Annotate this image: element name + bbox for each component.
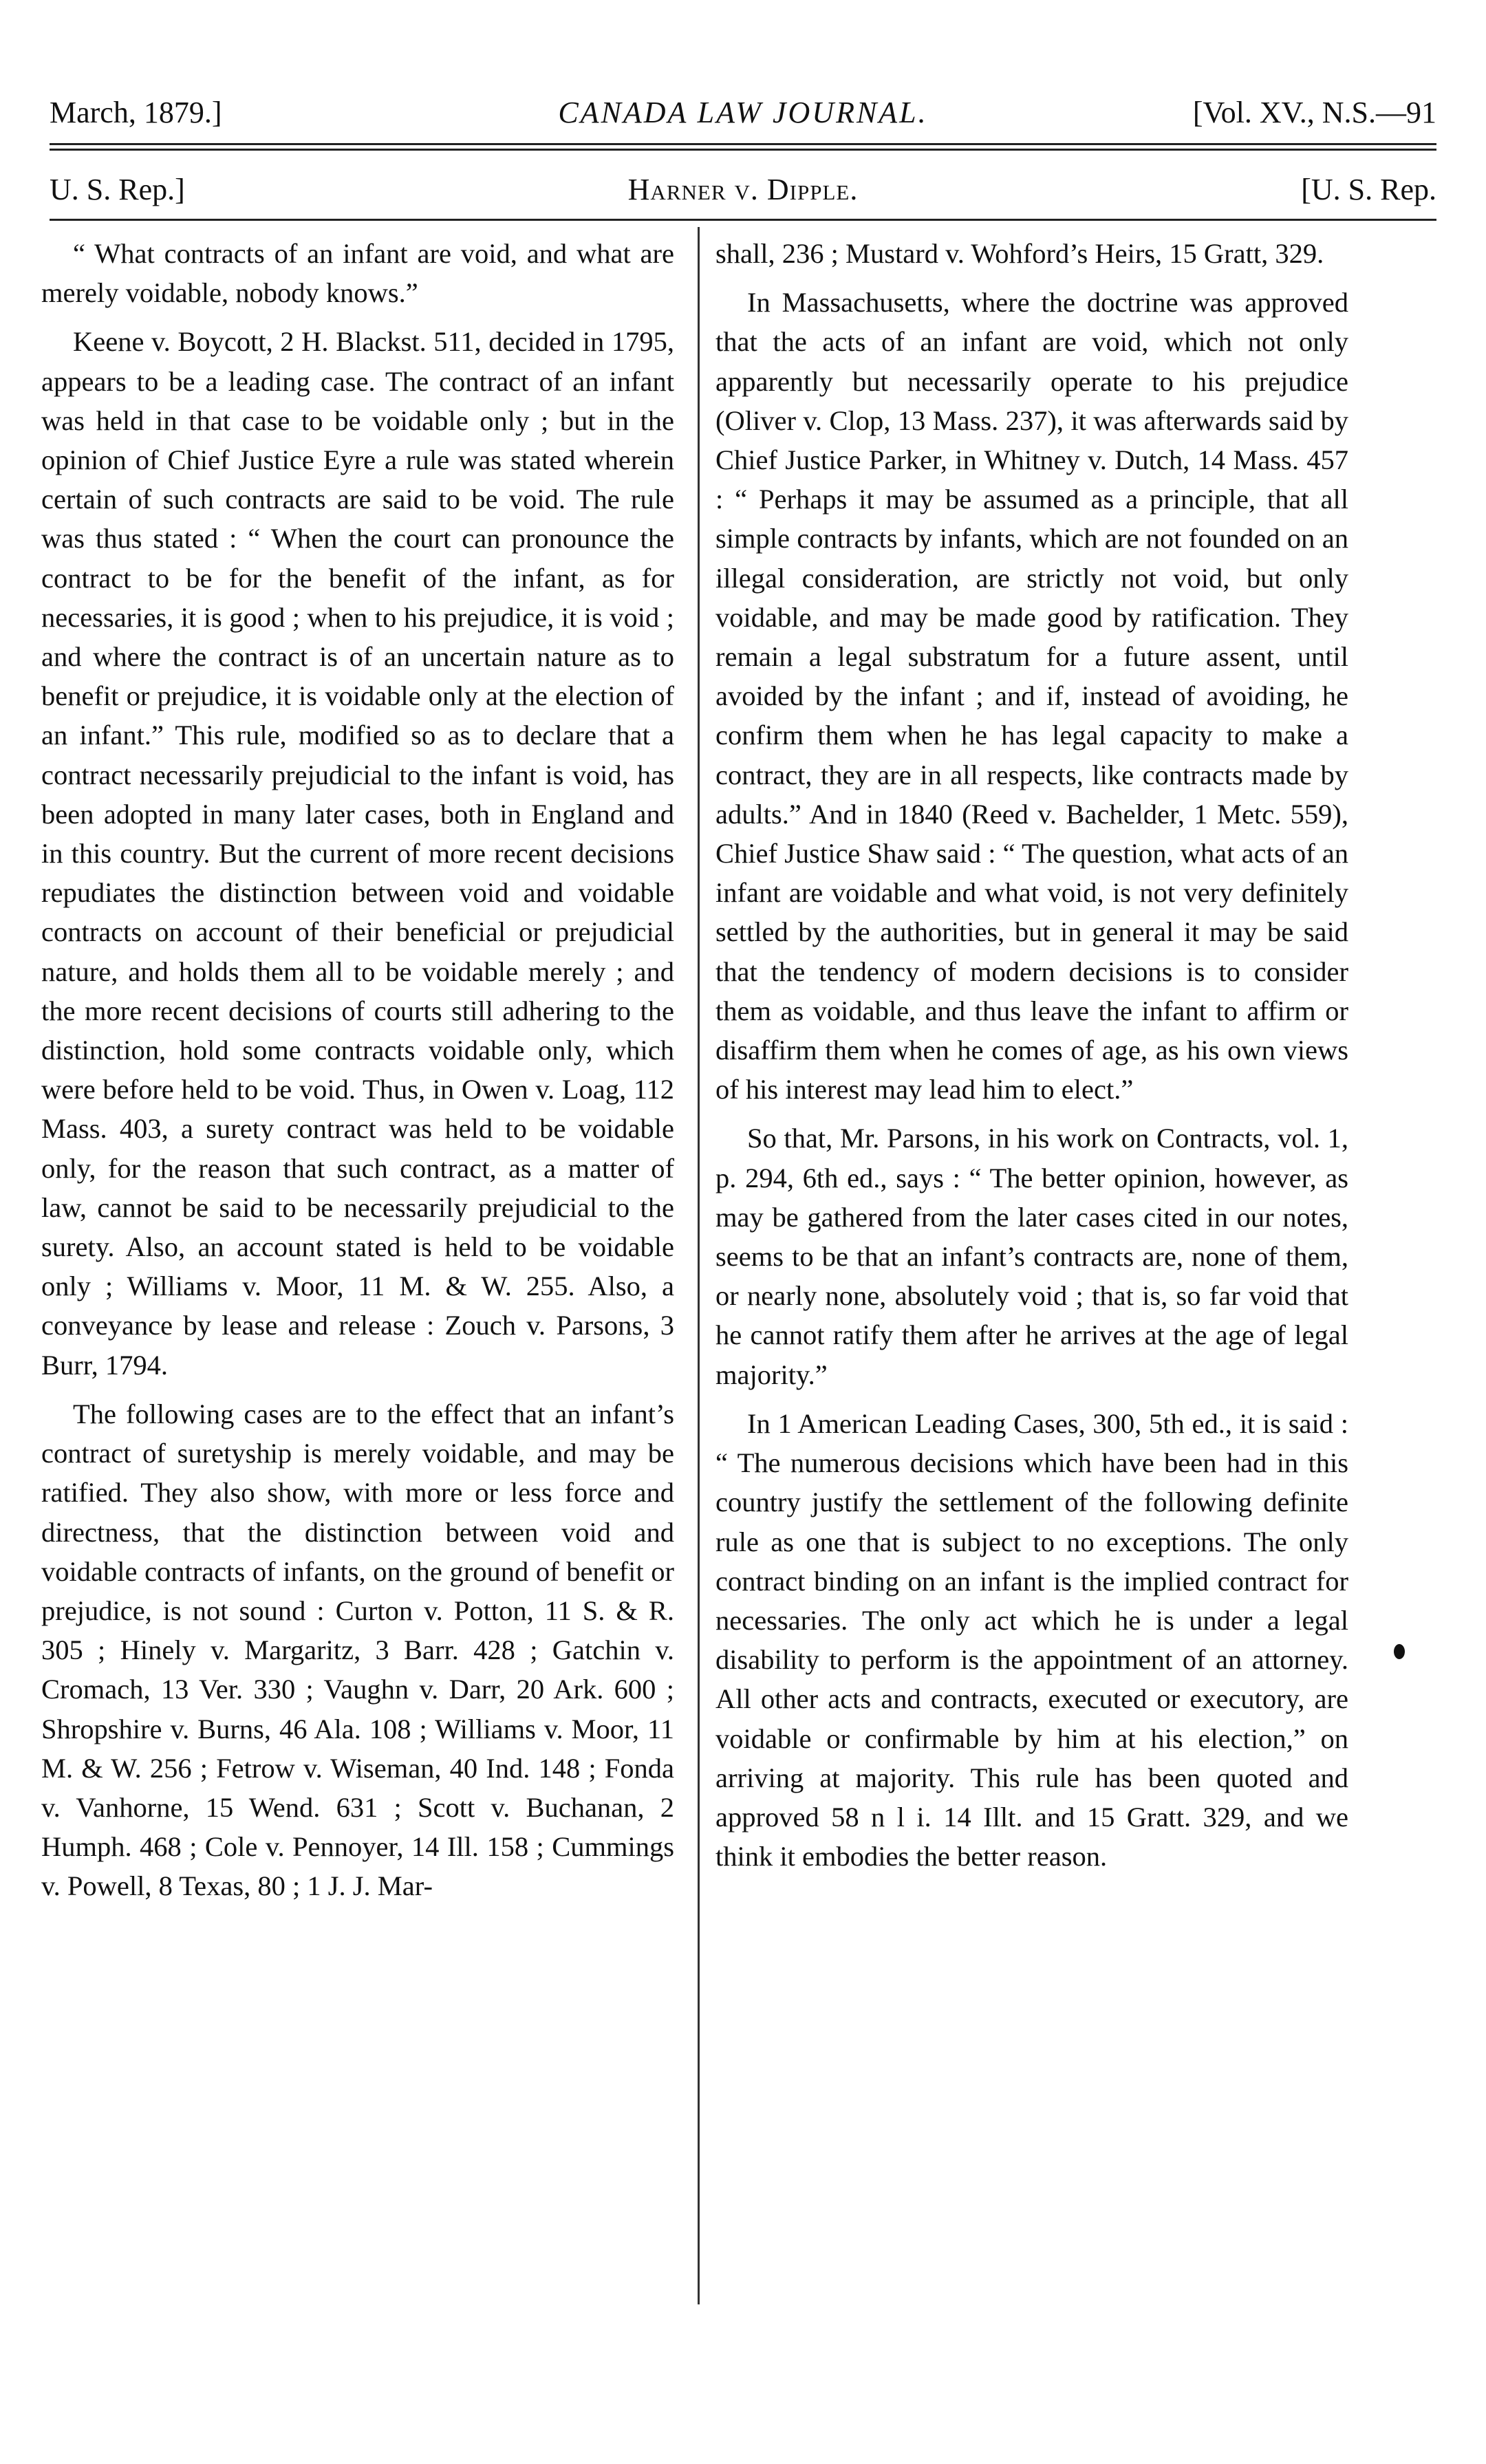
report-right: [U. S. Rep.	[1301, 173, 1436, 206]
header-rule	[50, 143, 1436, 145]
paragraph: In Massachusetts, where the doctrine was approved that the acts of an infant are void, which not only apparently but necessarily operate to his prejudice (Oliver v. Clop, 13 Mass. 237), it was afterwards said by Chief Justice Parker, in Whitney v. Dutch, 14 Mass. 457 : “ Perhaps it may be assumed as a principle, that all simple contracts by infants, which are not founded on an illegal consideration, are strictly not void, but only voidable, and may be made good by ratification. They remain a legal substratum for a future assent, until avoided by the infant ; and if, instead of avoiding, he confirm them when he has legal capacity to make a contract, they are in all respects, like contracts made by adults.” And in 1840 (Reed v. Bachelder, 1 Metc. 559), Chief Justice Shaw said : “ The question, what acts of an infant are voidable and what void, is not very definitely settled by the authorities, but in general it may be said that the tendency of modern decisions is to consider them as voidable, and thus leave the infant to affirm or disaffirm them when he comes of age, as his own views of his interest may lead him to elect.”	[715, 287, 1348, 1105]
header-rule-secondary	[50, 149, 1436, 151]
paragraph: So that, Mr. Parsons, in his work on Contracts, vol. 1, p. 294, 6th ed., says : “ The better opinion, however, as may be gathered from the later cases cited in our notes, seems to be that an infant’s contracts are, none of them, or nearly none, absolutely void ; that is, so far void that he cannot ratify them after he arrives at the age of legal majority.”	[715, 1123, 1348, 1390]
paragraph: The following cases are to the effect that an infant’s contract of suretyship is merely voidable, and may be ratified. They also show, with more or less force and directness, that the distinction between void and voidable contracts of infants, on the ground of benefit or prejudice, is not sound : Curton v. Potton, 11 S. & R. 305 ; Hinely v. Margaritz, 3 Barr. 428 ; Gatchin v. Cromach, 13 Ver. 330 ; Vaughn v. Darr, 20 Ark. 600 ; Shropshire v. Burns, 46 Ala. 108 ; Williams v. Moor, 11 M. & W. 256 ; Fetrow v. Wiseman, 40 Ind. 148 ; Fonda v. Vanhorne, 15 Wend. 631 ; Scott v. Buchanan, 2 Humph. 468 ; Cole v. Pennoyer, 14 Ill. 158 ; Cummings v. Powell, 8 Texas, 80 ; 1 J. J. Mar-	[41, 1398, 674, 1902]
report-left: U. S. Rep.]	[50, 173, 185, 206]
column-divider	[698, 227, 700, 2304]
paragraph: Keene v. Boycott, 2 H. Blackst. 511, decided in 1795, appears to be a leading case. The contract of an infant was held in that case to be voidable only ; but in the opinion of Chief Justice Eyre a rule was stated wherein certain of such contracts are said to be void. The rule was thus stated : “ When the court can pronounce the contract to be for the benefit of the infant, as for necessaries, it is good ; when to his prejudice, it is void ; and where the contract is of an uncertain nature as to benefit or prejudice, it is voidable only at the election of an infant.” This rule, modified so as to declare that a contract necessarily prejudicial to the infant is void, has been adopted in many later cases, both in England and in this country. But the current of more recent decisions repudiates the distinction between void and voidable contracts on account of their beneficial or prejudicial nature, and holds them all to be voidable merely ; and the more recent decisions of courts still adhering to the distinction, hold some contracts voidable only, which were before held to be void. Thus, in Owen v. Loag, 112 Mass. 403, a surety contract was held to be voidable only, for the reason that such contract, as a matter of law, cannot be said to be necessarily prejudicial to the surety. Also, an account stated is held to be voidable only ; Williams v. Moor, 11 M. & W. 255. Also, a conveyance by lease and release : Zouch v. Parsons, 3 Burr, 1794.	[41, 326, 674, 1381]
journal-title: CANADA LAW JOURNAL.	[558, 96, 928, 129]
right-column	[715, 234, 1348, 1876]
header-date: March, 1879.]	[50, 96, 222, 129]
paragraph: “ What contracts of an infant are void, and what are merely voidable, nobody knows.”	[41, 238, 674, 309]
left-column	[41, 234, 674, 1906]
paragraph: shall, 236 ; Mustard v. Wohford’s Heirs, 15 Gratt, 329.	[715, 238, 1324, 269]
case-title: Harner v. Dipple.	[627, 173, 859, 206]
margin-mark	[1394, 1644, 1405, 1659]
paragraph: In 1 American Leading Cases, 300, 5th ed., it is said : “ The numerous decisions which have been had in this country justify the settlement of the following definite rule as one that is subject to no exceptions. The only contract binding on an infant is the implied contract for necessaries. The only act which he is under a legal disability to perform is the appointment of an attorney. All other acts and contracts, executed or executory, are voidable or confirmable by him at his election,” on arriving at majority. This rule has been quoted and approved 58 n l i. 14 Illt. and 15 Gratt. 329, and we think it embodies the better reason.	[715, 1407, 1348, 1872]
case-header-rule	[50, 219, 1436, 221]
volume-page: [Vol. XV., N.S.—91	[1192, 96, 1436, 129]
